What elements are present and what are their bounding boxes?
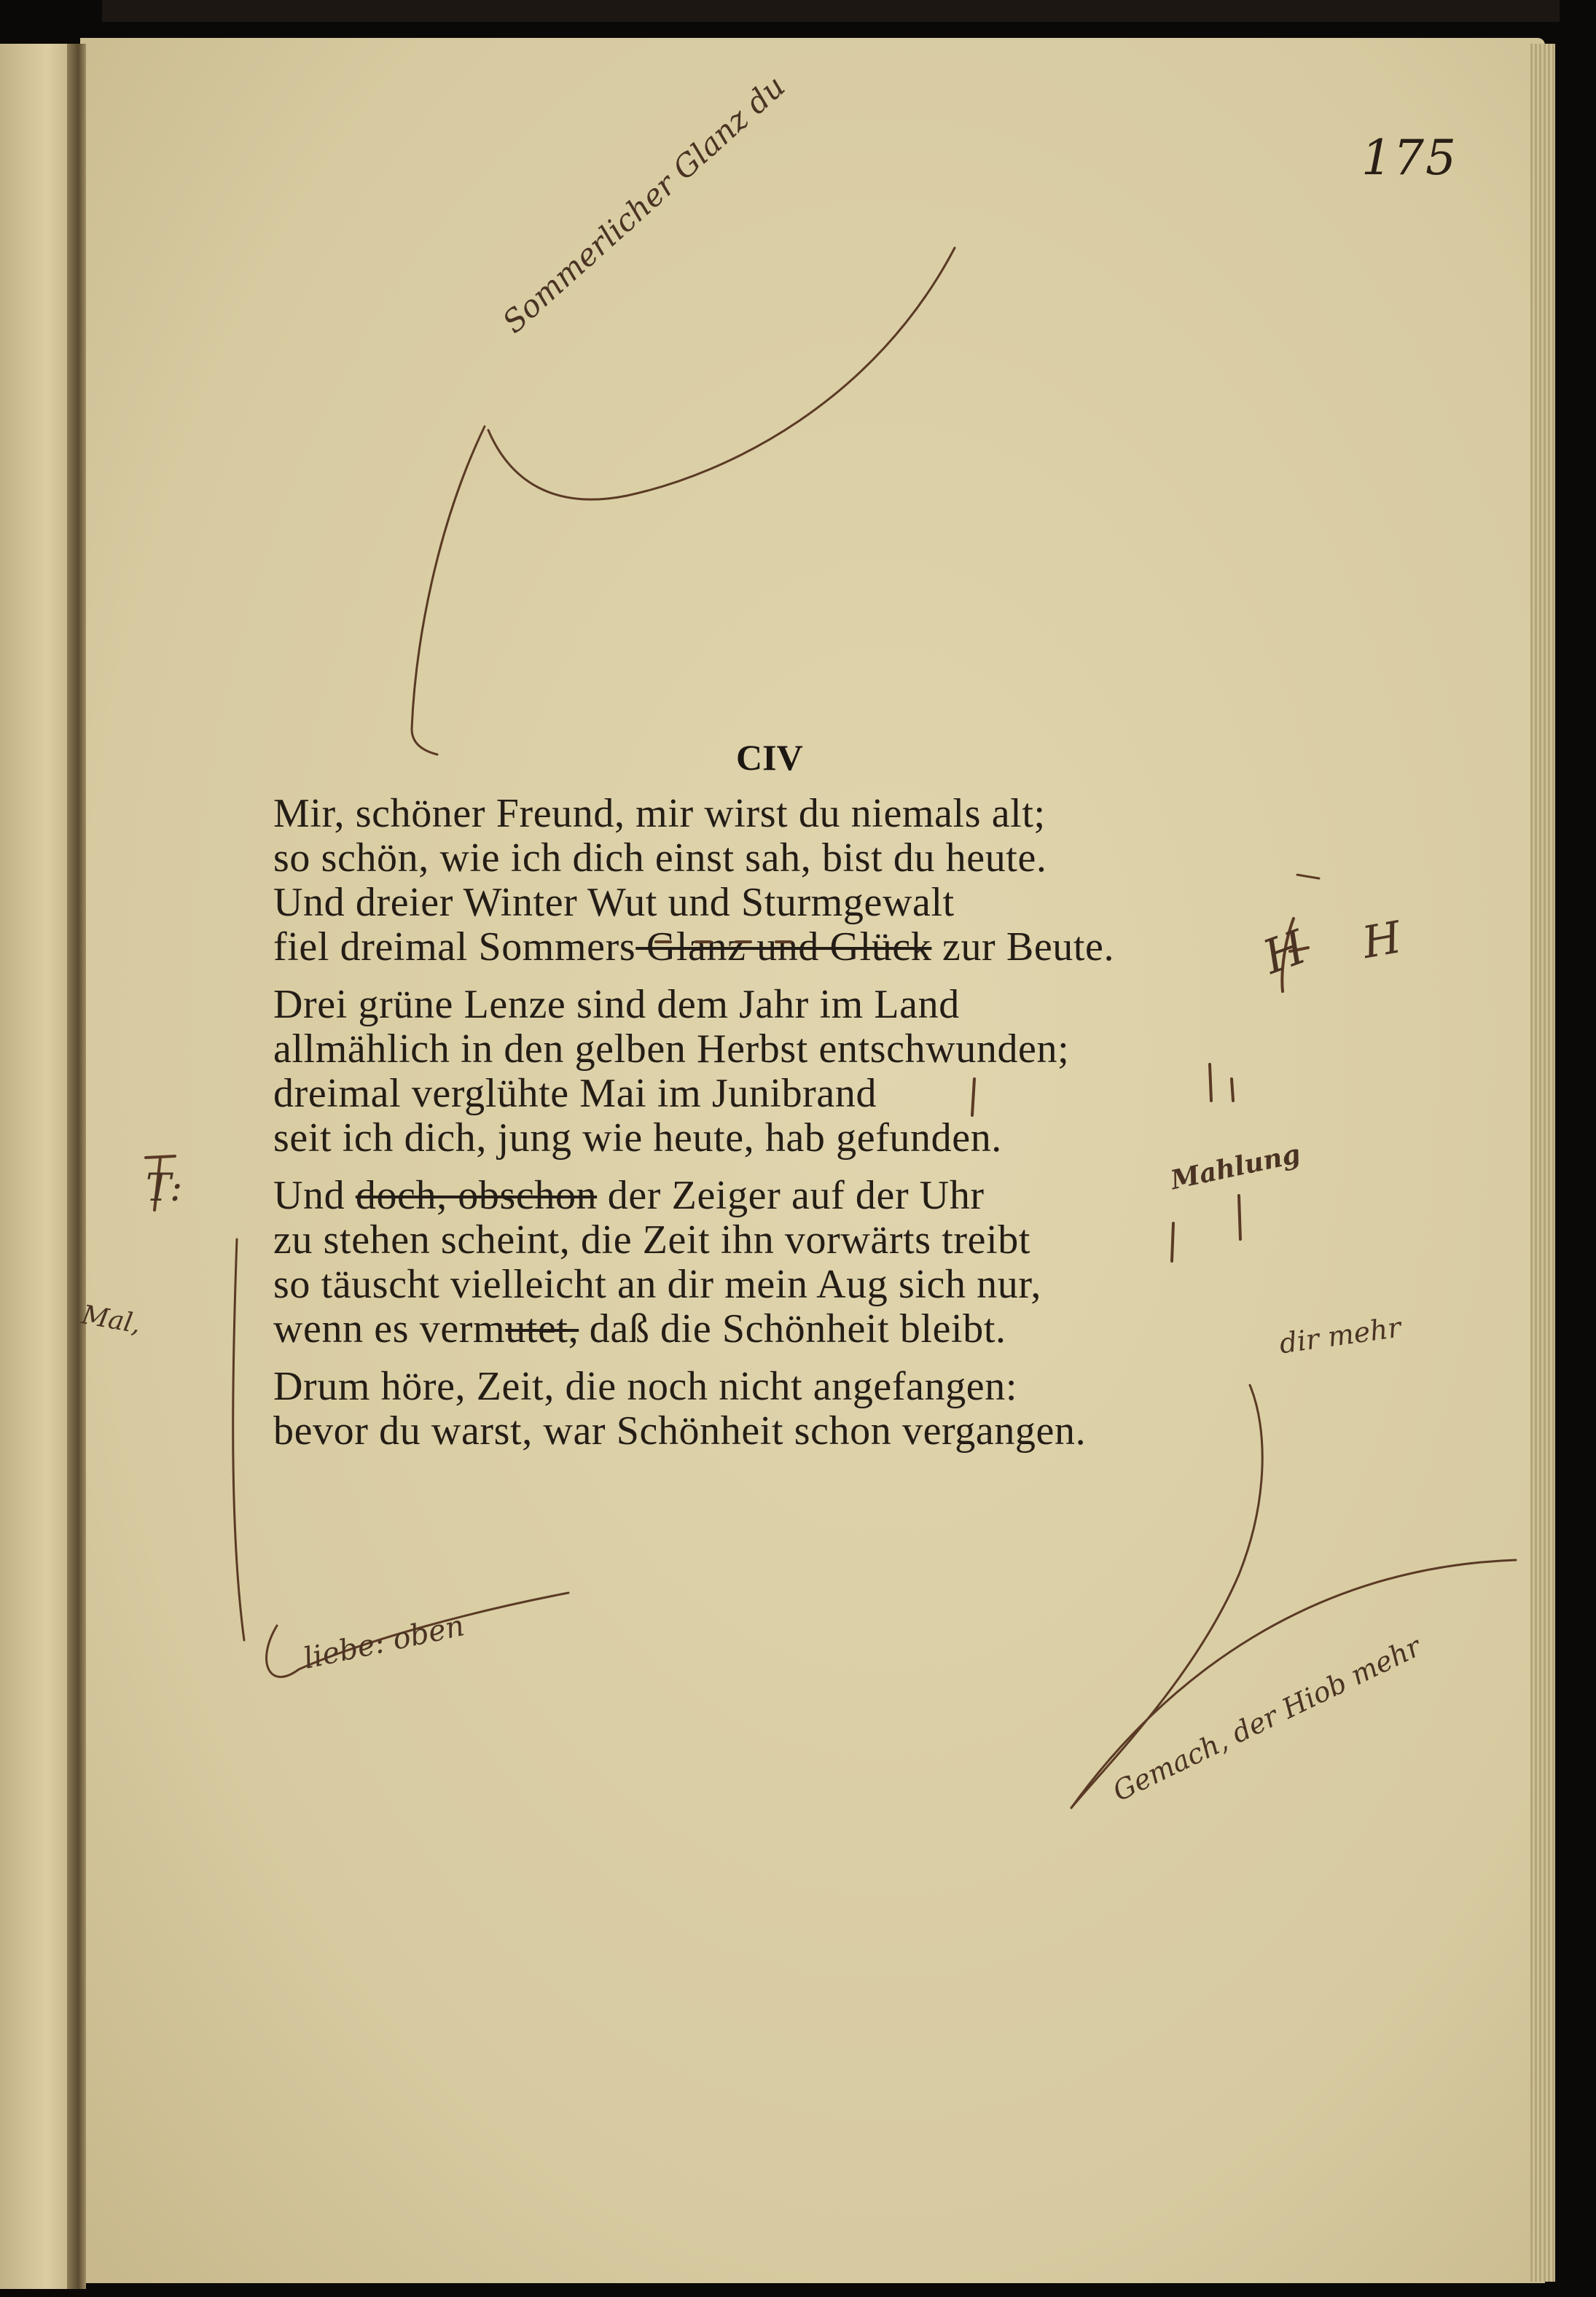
margin-bracket-curve (412, 426, 485, 754)
handwritten-note: dir mehr (1277, 1311, 1404, 1360)
line-text: Und (273, 1173, 356, 1218)
handwritten-note: H (1358, 911, 1406, 970)
poem-line: zu stehen scheint, die Zeit ihn vorwärts treibt (273, 1217, 1031, 1263)
correction-mark (1172, 1223, 1173, 1261)
margin-bracket-curve (233, 1239, 244, 1640)
struck-text: utet, (505, 1306, 579, 1352)
poem-line: so schön, wie ich dich einst sah, bist du heute. (273, 835, 1047, 881)
correction-mark (1297, 875, 1319, 878)
correction-mark (1239, 1196, 1240, 1239)
handwritten-note: T: (146, 1166, 183, 1210)
poem-line: bevor du warst, war Schönheit schon vergangen. (273, 1408, 1087, 1454)
correction-mark (1210, 1064, 1233, 1101)
struck-text: Glanz und Glück (635, 924, 932, 970)
struck-text: doch, obschon (355, 1173, 598, 1218)
line-text: daß die Schönheit bleibt. (579, 1306, 1006, 1352)
correction-mark (972, 1079, 974, 1115)
handwritten-note: liebe: oben (300, 1609, 468, 1676)
poem-line: seit ich dich, jung wie heute, hab gefunden. (273, 1115, 1002, 1161)
handwritten-note: Mal, (79, 1300, 144, 1340)
poem-line: dreimal verglühte Mai im Junibrand (273, 1071, 877, 1116)
handwritten-note: Mahlung (1167, 1138, 1303, 1196)
line-text: fiel dreimal Sommers (273, 924, 636, 970)
poem-line: Drum höre, Zeit, die noch nicht angefangen: (273, 1364, 1018, 1409)
line-text: der Zeiger auf der Uhr (597, 1173, 985, 1218)
poem-line: so täuscht vielleicht an dir mein Aug sich nur, (273, 1262, 1041, 1307)
poem-line: allmählich in den gelben Herbst entschwunden; (273, 1026, 1070, 1072)
poem-line: Drei grüne Lenze sind dem Jahr im Land (273, 982, 960, 1027)
handwritten-note: H (1256, 920, 1313, 986)
poem-line: Mir, schöner Freund, mir wirst du niemals alt; (273, 791, 1046, 836)
handwritten-note: Sommerlicher Glanz du (496, 68, 792, 340)
line-text: wenn es verm (273, 1306, 506, 1352)
poem-line: Und dreier Winter Wut und Sturmgewalt (273, 880, 955, 925)
line-text: zur Beute. (931, 924, 1115, 970)
page-number: 175 (1361, 130, 1458, 186)
poem-title: CIV (736, 737, 803, 778)
handwritten-note: Gemach, der Hiob mehr (1108, 1630, 1426, 1808)
